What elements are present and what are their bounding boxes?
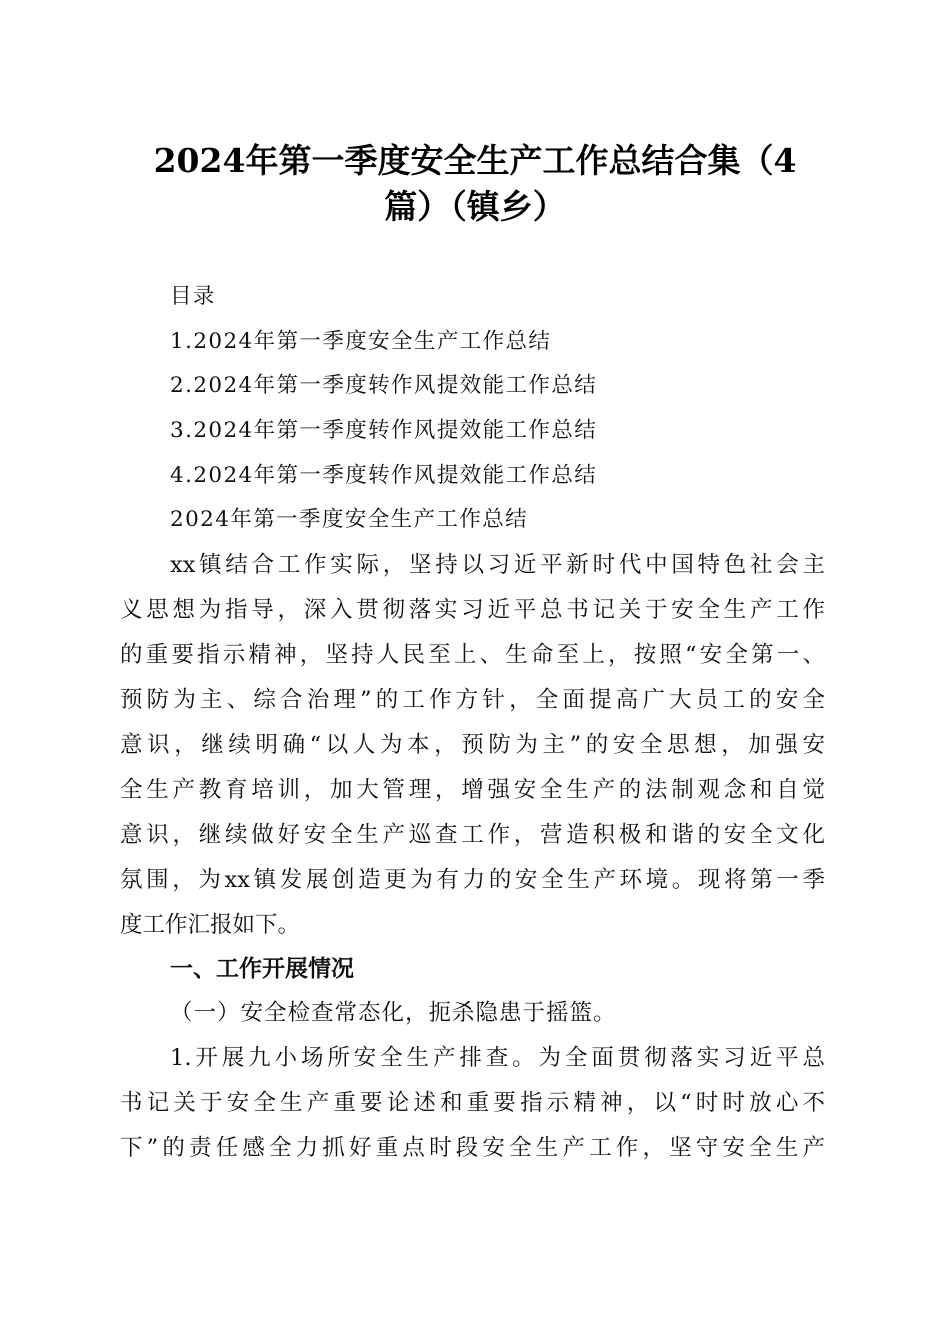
intro-line: 预防为主、综合治理”的工作方针，全面提高广大员工的安全: [120, 687, 825, 713]
intro-line: 意识，继续明确“以人为本，预防为主”的安全思想，加强安: [120, 732, 825, 758]
toc-heading: 目录: [170, 284, 216, 309]
intro-line: 意识，继续做好安全生产巡查工作，营造积极和谐的安全文化: [120, 822, 825, 848]
toc-item: 1.2024年第一季度安全生产工作总结: [170, 329, 552, 354]
document-title-line-1: 2024年第一季度安全生产工作总结合集（4: [153, 141, 797, 180]
intro-line: 全生产教育培训，加大管理，增强安全生产的法制观念和自觉: [120, 777, 825, 803]
toc-item: 3.2024年第一季度转作风提效能工作总结: [170, 418, 598, 443]
intro-line: 的重要指示精神，坚持人民至上、生命至上，按照“安全第一、: [120, 642, 825, 668]
subsection-heading: （一）安全检查常态化，扼杀隐患于摇篮。: [170, 1000, 617, 1026]
article-title: 2024年第一季度安全生产工作总结: [170, 507, 529, 532]
paragraph-line: 下”的责任感全力抓好重点时段安全生产工作，坚守安全生产: [120, 1135, 825, 1161]
toc-item: 4.2024年第一季度转作风提效能工作总结: [170, 463, 598, 488]
document-title: [120, 138, 830, 230]
intro-line: 度工作汇报如下。: [120, 912, 301, 938]
intro-line: xx镇结合工作实际，坚持以习近平新时代中国特色社会主: [170, 552, 825, 578]
intro-line: 义思想为指导，深入贯彻落实习近平总书记关于安全生产工作: [120, 597, 825, 623]
toc-item: 2.2024年第一季度转作风提效能工作总结: [170, 373, 598, 398]
intro-line: 氛围，为xx镇发展创造更为有力的安全生产环境。现将第一季: [120, 867, 825, 893]
paragraph-line: 书记关于安全生产重要论述和重要指示精神，以“时时放心不: [120, 1090, 825, 1116]
document-title-line-2: 篇）（镇乡）: [384, 187, 566, 226]
paragraph-line: 1.开展九小场所安全生产排查。为全面贯彻落实习近平总: [170, 1045, 825, 1071]
section-heading: 一、工作开展情况: [170, 956, 354, 982]
